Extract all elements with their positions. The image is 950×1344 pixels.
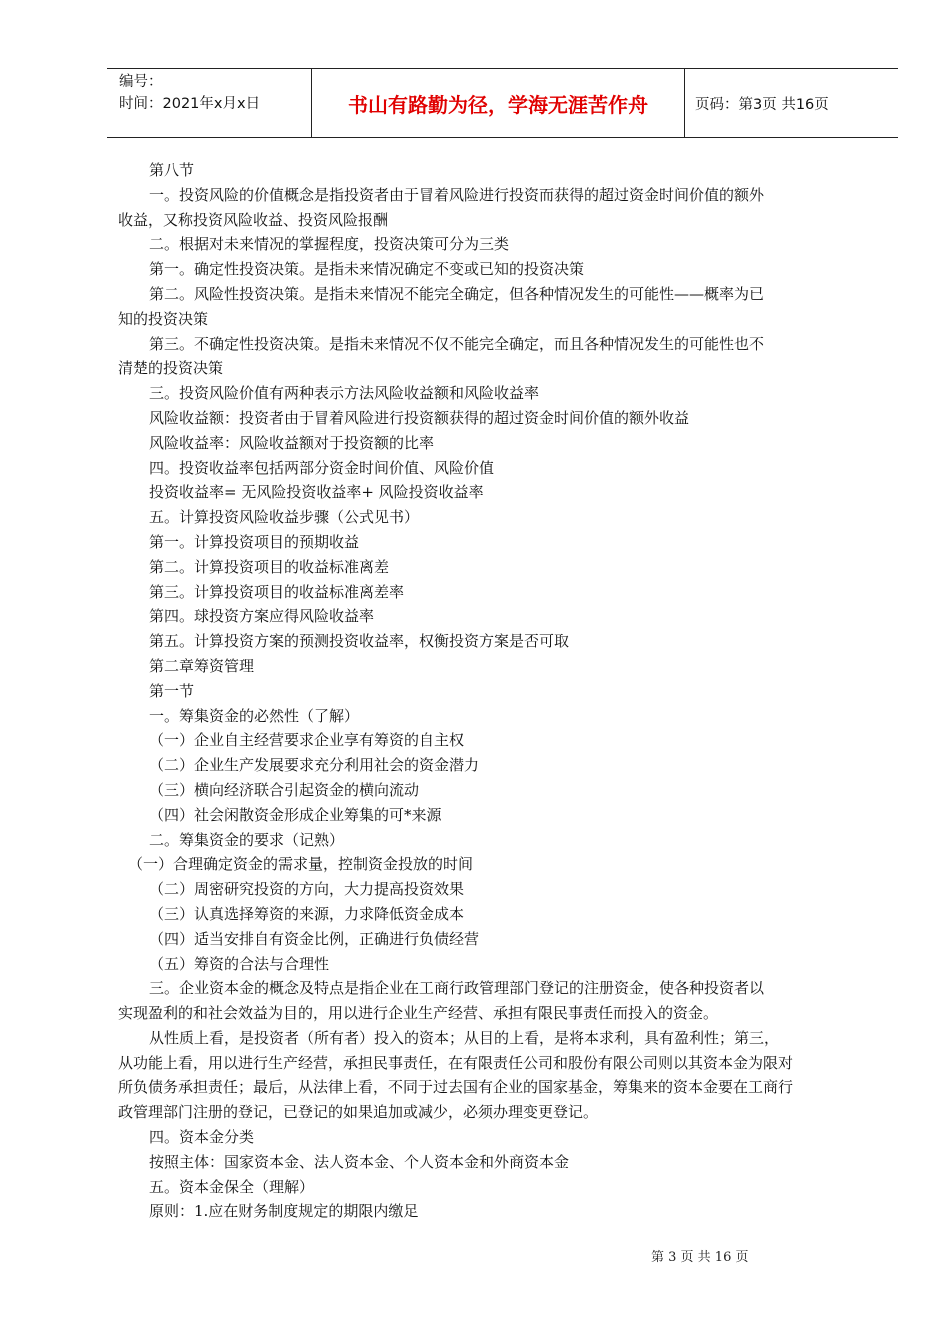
header-motto-cell [311,69,685,137]
header-meta-cell [107,69,311,137]
text-line: 所负债务承担责任；最后，从法律上看，不同于过去国有企业的国家基金，筹集来的资本金要在工商行 [118,1078,794,1097]
text-line: （二）企业生产发展要求充分利用社会的资金潜力 [149,756,480,775]
text-line: （四）适当安排自有资金比例，正确进行负债经营 [149,929,480,948]
text-line: 原则：1.应在财务制度规定的期限内缴足 [149,1202,419,1221]
text-line: 按照主体：国家资本金、法人资本金、个人资本金和外商资本金 [149,1152,570,1171]
text-line: 五。计算投资风险收益步骤（公式见书） [149,508,420,527]
text-line: 一。投资风险的价值概念是指投资者由于冒着风险进行投资而获得的超过资金时间价值的额外 [149,185,765,204]
header-motto: 书山有路勤为径，学海无涯苦作舟 [348,92,648,117]
text-line: 风险收益率：风险收益额对于投资额的比率 [149,433,435,452]
text-line: 清楚的投资决策 [118,359,224,378]
text-line: 收益，又称投资风险收益、投资风险报酬 [118,210,389,229]
text-line: （五）筹资的合法与合理性 [149,954,330,973]
text-line: 第二。计算投资项目的收益标准离差 [149,557,390,576]
text-line: 实现盈利的和社会效益为目的，用以进行企业生产经营、承担有限民事责任而投入的资金。 [118,1004,719,1023]
text-line: 四。投资收益率包括两部分资金时间价值、风险价值 [149,458,495,477]
text-line: 第三。不确定性投资决策。是指未来情况不仅不能完全确定，而且各种情况发生的可能性也不 [149,334,765,353]
text-line: 二。筹集资金的要求（记熟） [149,830,345,849]
text-line: 一。筹集资金的必然性（了解） [149,706,360,725]
text-line: 四。资本金分类 [149,1128,255,1147]
text-line: 第一。计算投资项目的预期收益 [149,532,360,551]
text-line: 第三。计算投资项目的收益标准离差率 [149,582,405,601]
text-line: 第二章筹资管理 [149,656,255,675]
text-line: 从功能上看，用以进行生产经营，承担民事责任，在有限责任公司和股份有限公司则以其资本金为限对 [118,1053,794,1072]
text-line: （四）社会闲散资金形成企业筹集的可*来源 [149,805,442,824]
text-line: 三。投资风险价值有两种表示方法风险收益额和风险收益率 [149,384,540,403]
text-line: 第五。计算投资方案的预测投资收益率，权衡投资方案是否可取 [149,632,570,651]
text-line: 从性质上看，是投资者（所有者）投入的资本；从目的上看，是将本求利，具有盈利性；第三， [149,1028,780,1047]
text-line: 第一。确定性投资决策。是指未来情况确定不变或已知的投资决策 [149,260,585,279]
text-line: 五。资本金保全（理解） [149,1177,315,1196]
page-header [107,68,898,138]
text-line: 三。企业资本金的概念及特点是指企业在工商行政管理部门登记的注册资金，使各种投资者以 [149,979,765,998]
document-date-label: 时间：2021年x月x日 [119,96,261,112]
text-line: 第四。球投资方案应得风险收益率 [149,607,375,626]
text-line: （一）合理确定资金的需求量，控制资金投放的时间 [128,855,474,874]
text-line: 知的投资决策 [118,309,209,328]
text-line: 风险收益额：投资者由于冒着风险进行投资额获得的超过资金时间价值的额外收益 [149,408,690,427]
header-page-info: 页码：第3页 共16页 [695,96,829,113]
text-line: 第一节 [149,681,195,700]
document-number-label: 编号： [119,74,163,90]
text-line: 政管理部门注册的登记，已登记的如果追加或减少，必须办理变更登记。 [118,1103,599,1122]
document-body [118,158,840,1224]
text-line: （二）周密研究投资的方向，大力提高投资效果 [149,880,465,899]
text-line: 二。根据对未来情况的掌握程度，投资决策可分为三类 [149,235,510,254]
text-line: 第八节 [149,161,195,179]
page-footer: 第 3 页 共 16 页 [651,1250,749,1265]
text-line: （三）认真选择筹资的来源，力求降低资金成本 [149,904,465,923]
text-line: 第二。风险性投资决策。是指未来情况不能完全确定，但各种情况发生的可能性——概率为已 [149,284,765,303]
text-line: （三）横向经济联合引起资金的横向流动 [149,780,420,799]
text-line: （一）企业自主经营要求企业享有筹资的自主权 [149,731,465,750]
text-line: 投资收益率= 无风险投资收益率+ 风险投资收益率 [149,483,484,502]
